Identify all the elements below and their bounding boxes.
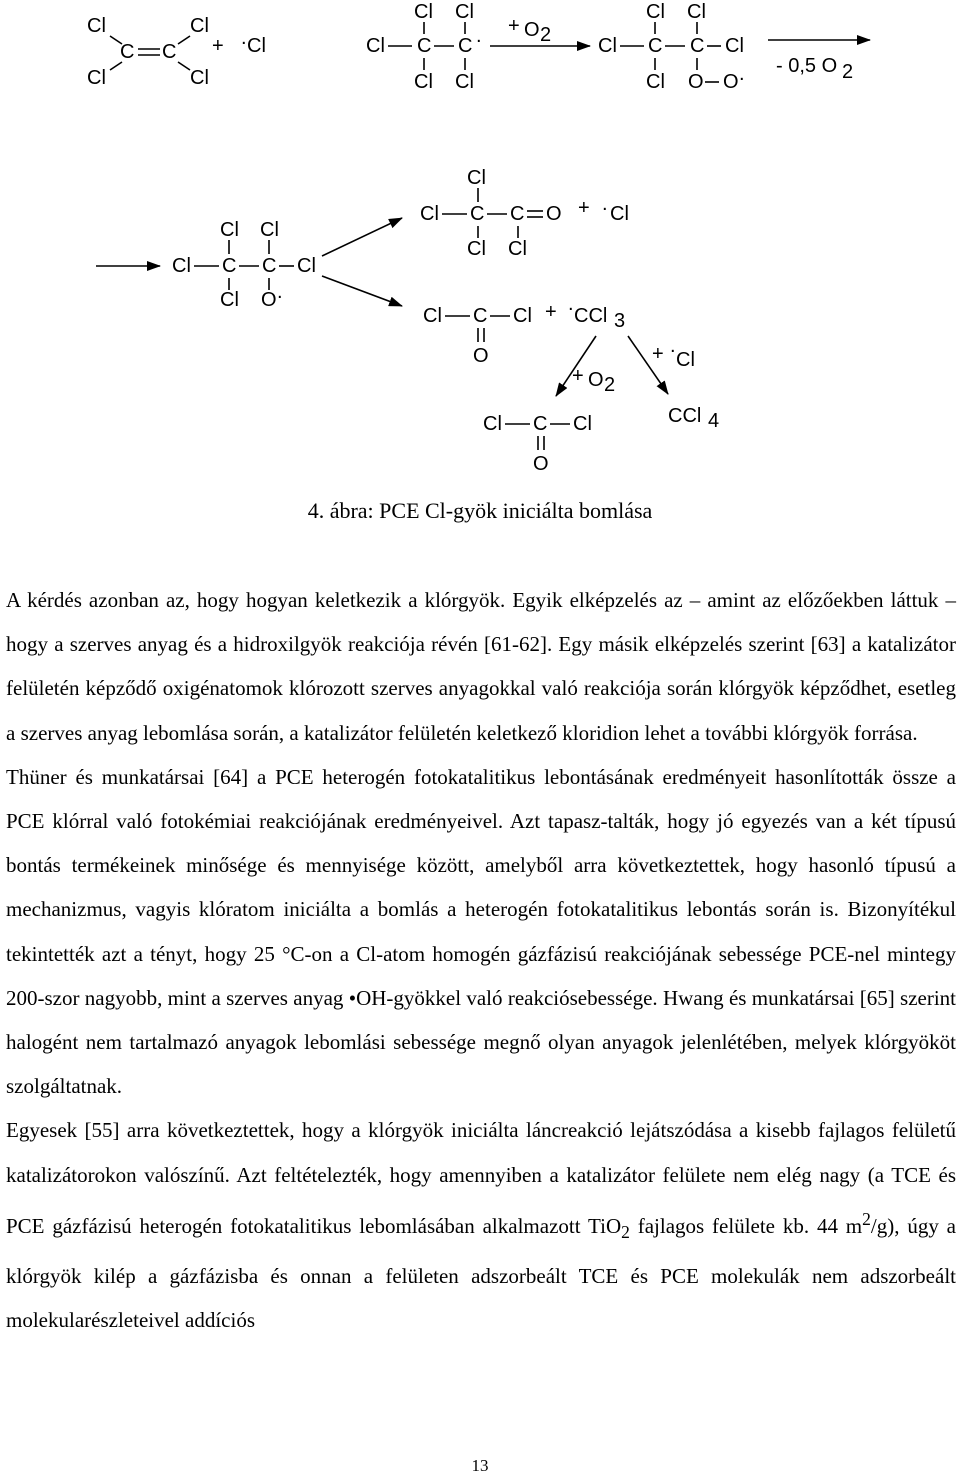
atom-c: C: [417, 35, 432, 57]
atom-cl: Cl: [455, 1, 474, 23]
atom-cl: Cl: [190, 67, 209, 89]
page-number: 13: [471, 1456, 489, 1475]
plus-sign: +: [572, 365, 584, 387]
phosgene-2: [483, 413, 592, 475]
alkoxy-radical: [172, 219, 316, 311]
atom-cl: Cl: [467, 238, 486, 260]
superscript: 2: [862, 1208, 871, 1229]
atom-o: O: [533, 453, 549, 475]
carbon-tetrachloride: CCl: [668, 405, 702, 427]
atom-o: O: [723, 71, 739, 93]
atom-o: O: [688, 71, 704, 93]
atom-cl: Cl: [260, 219, 279, 241]
plus-sign: +: [578, 197, 590, 219]
paragraph: Thüner és munkatársai [64] a PCE heterogén fotokatalitikus lebontásának eredményeit hasonlították össze a PCE klórral való fotokémiai reakciójának eredményeivel. Azt tapasz-talták, hogy jó egyezés van a két típusú bontás termékeinek minősége és mennyisége között, amelyből arra következtettek, hogy hasonló típusú a mechanizmus, vagyis klóratom iniciálta a bomlás a heterogén fotokatalitikus lebontás során is. Bizonyítékul tekintették azt a tényt, hogy 25 °C-on a Cl-atom homogén gázfázisú reakciójának sebessége PCE-nel mintegy 200-szor nagyobb, mint a szerves anyag •OH-gyökkel való reakciósebessége. Hwang és munkatársai [65] szerint halogént nem tartalmazó anyagok lebomlási sebessége megnő olyan anyagok jelenlétében, melyek klórgyököt szolgáltatnak.: [6, 764, 956, 1099]
atom-cl: Cl: [172, 255, 191, 277]
atom-o: O: [473, 345, 489, 367]
subscript: 3: [614, 310, 626, 332]
atom-c: C: [120, 41, 135, 63]
atom-c: C: [690, 35, 705, 57]
trichloromethyl-radical: CCl: [574, 305, 608, 327]
reaction-scheme: [0, 0, 960, 480]
subscript: 2: [540, 24, 552, 46]
subscript: 4: [708, 410, 720, 432]
atom-cl: Cl: [297, 255, 316, 277]
paragraph: [6, 1108, 956, 1342]
atom-cl: Cl: [414, 71, 433, 93]
atom-cl: Cl: [87, 15, 106, 37]
radical-intermediate-1: [366, 1, 482, 93]
radical-dot: .: [241, 27, 247, 49]
plus-sign: +: [508, 15, 520, 37]
oxygen: O: [588, 369, 604, 391]
atom-cl: Cl: [483, 413, 502, 435]
atom-c: C: [222, 255, 237, 277]
plus-sign: +: [545, 301, 557, 323]
radical-dot: .: [739, 63, 745, 85]
dichloroacetyl-chloride: [420, 167, 629, 260]
radical-dot: .: [476, 25, 482, 47]
atom-cl: Cl: [414, 1, 433, 23]
text-run: Egyesek [55] arra következtettek, hogy a klórgyök iniciálta láncreakció lejátszódása a kisebb fajlagos felületű katalizátorokon valószínű. Azt feltételezték, hogy amennyiben a katalizátor felülete nem elég nagy (a TCE és PCE gázfázisú heterogén fotokatalitikus lebomlásában alkalmazott TiO: [6, 1118, 956, 1238]
atom-cl: Cl: [646, 1, 665, 23]
pce-molecule: [87, 15, 209, 89]
subscript: 2: [604, 374, 616, 396]
atom-o: O: [261, 289, 277, 311]
paragraph: A kérdés azonban az, hogy hogyan keletkezik a klórgyök. Egyik elképzelés az – amint az előzőekben láttuk – hogy a szerves anyag és a hidroxilgyök reakciója révén [61-62]. Egy másik elképzelés szerint [63] a katalizátor felületén képződő oxigénatomok klórozott szerves anyagokkal való reakciója során klórgyök képződhet, esetleg a szerves anyag lebomlása során, a katalizátor felületén keletkező kloridion lehet a további klórgyök forrása.: [6, 588, 956, 745]
atom-cl: Cl: [420, 203, 439, 225]
oxygen: O: [524, 19, 540, 41]
chlorine-radical: Cl: [610, 203, 629, 225]
atom-cl: Cl: [513, 305, 532, 327]
radical-dot: .: [568, 293, 574, 315]
atom-cl: Cl: [725, 35, 744, 57]
atom-cl: Cl: [87, 67, 106, 89]
atom-cl: Cl: [508, 238, 527, 260]
atom-c: C: [533, 413, 548, 435]
atom-c: C: [262, 255, 277, 277]
atom-cl: Cl: [455, 71, 474, 93]
atom-c: C: [162, 41, 177, 63]
atom-cl: Cl: [220, 289, 239, 311]
atom-c: C: [470, 203, 485, 225]
atom-cl: Cl: [687, 1, 706, 23]
atom-cl: Cl: [190, 15, 209, 37]
atom-cl: Cl: [423, 305, 442, 327]
chlorine-radical: Cl: [247, 35, 266, 57]
subscript: 2: [621, 1222, 630, 1243]
atom-cl: Cl: [220, 219, 239, 241]
figure-caption: 4. ábra: PCE Cl-gyök iniciálta bomlása: [307, 498, 653, 523]
atom-c: C: [648, 35, 663, 57]
oxygen-loss: - 0,5 O: [776, 55, 838, 77]
plus-sign: +: [212, 35, 224, 57]
text-run: /g), úgy a klórgyök kilép a gázfázisba és onnan a felületen adszorbeált TCE és PCE molekulák nem adszorbeált molekularészleteivel addíciós: [6, 1213, 956, 1333]
radical-dot: .: [602, 193, 608, 215]
atom-cl: Cl: [598, 35, 617, 57]
plus-sign: +: [652, 343, 664, 365]
atom-o: O: [546, 203, 562, 225]
peroxy-radical: [598, 1, 745, 93]
atom-c: C: [458, 35, 473, 57]
subscript: 2: [842, 61, 854, 83]
reaction-arrow: [322, 218, 402, 256]
text-run: fajlagos felülete kb. 44 m: [629, 1213, 863, 1238]
atom-cl: Cl: [646, 71, 665, 93]
chlorine-radical: Cl: [676, 349, 695, 371]
atom-cl: Cl: [573, 413, 592, 435]
radical-dot: .: [670, 335, 676, 357]
radical-dot: .: [277, 281, 283, 303]
atom-cl: Cl: [366, 35, 385, 57]
atom-cl: Cl: [467, 167, 486, 189]
reaction-arrow: [322, 276, 402, 306]
body-text: [6, 578, 956, 1343]
atom-c: C: [473, 305, 488, 327]
phosgene-1: [423, 293, 625, 367]
atom-c: C: [510, 203, 525, 225]
